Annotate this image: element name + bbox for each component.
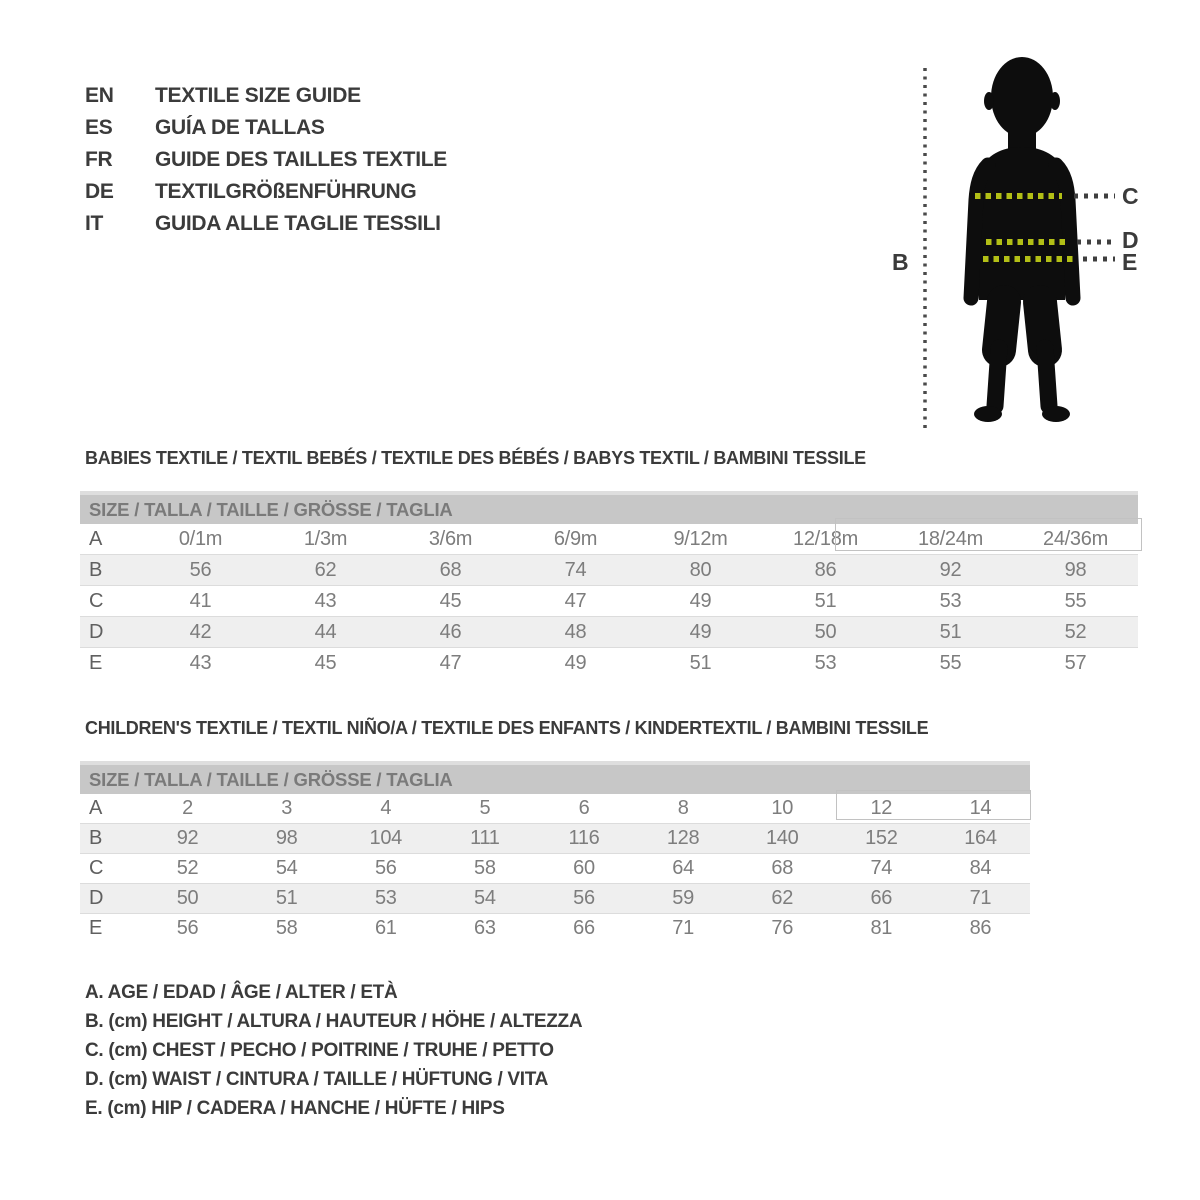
table-cell: 56: [176, 917, 199, 939]
table-cell: 86: [814, 558, 837, 581]
table-cell: 80: [689, 558, 712, 581]
table-cell: 49: [689, 589, 712, 612]
babies-section-title: BABIES TEXTILE / TEXTIL BEBÉS / TEXTILE DES BÉBÉS / BABYS TEXTIL / BAMBINI TESSILE: [85, 448, 866, 468]
row-label: A: [89, 797, 103, 819]
table-cell: 66: [573, 917, 595, 939]
row-label: B: [89, 558, 103, 581]
waist-label: D: [1122, 227, 1139, 253]
lang-title: TEXTILE SIZE GUIDE: [155, 84, 361, 107]
child-silhouette-figure: [878, 48, 1148, 438]
table-cell: 0/1m: [178, 527, 223, 550]
table-cell: 4: [380, 797, 392, 819]
table-cell: 3: [281, 797, 293, 819]
table-cell: 6: [578, 797, 590, 819]
lang-row-de: [85, 176, 447, 208]
table-cell: 42: [189, 620, 212, 643]
table-cell: 50: [176, 887, 199, 909]
table-cell: 41: [189, 589, 212, 612]
lang-code: DE: [85, 180, 114, 203]
table-cell: 51: [689, 651, 712, 674]
lang-title: GUIDE DES TAILLES TEXTILE: [155, 148, 447, 171]
size-header: SIZE / TALLA / TAILLE / GRÖSSE / TAGLIA: [80, 763, 1030, 794]
table-cell: 57: [1064, 651, 1087, 674]
table-cell: 104: [369, 827, 403, 849]
table-cell: 2: [182, 797, 193, 819]
table-row: [80, 914, 1030, 944]
table-cell: 58: [275, 917, 298, 939]
size-header: SIZE / TALLA / TAILLE / GRÖSSE / TAGLIA: [80, 493, 1138, 524]
children-section-title: CHILDREN'S TEXTILE / TEXTIL NIÑO/A / TEXTILE DES ENFANTS / KINDERTEXTIL / BAMBINI TESSILE: [85, 718, 929, 738]
table-cell: 43: [189, 651, 212, 674]
table-cell: 152: [865, 827, 898, 849]
hip-label: E: [1122, 249, 1138, 275]
table-cell: 86: [969, 917, 992, 939]
table-row: [80, 884, 1030, 914]
row-label: E: [89, 651, 103, 674]
language-title-list: [85, 80, 447, 240]
table-cell: 46: [439, 620, 462, 643]
babies-textile-section: [80, 448, 1138, 678]
table-cell: 52: [176, 857, 199, 879]
highlighted-size-box-children: [836, 790, 1031, 820]
lang-code: EN: [85, 84, 114, 107]
row-label: C: [89, 589, 104, 612]
row-label: A: [89, 527, 103, 550]
lang-code: IT: [85, 212, 104, 235]
table-cell: 50: [814, 620, 837, 643]
table-cell: 76: [771, 917, 794, 939]
table-row: [80, 617, 1138, 648]
table-cell: 64: [672, 857, 694, 879]
table-cell: 53: [939, 589, 962, 612]
table-cell: 1/3m: [303, 527, 348, 550]
table-cell: 98: [275, 827, 298, 849]
table-cell: 52: [1064, 620, 1087, 643]
table-cell: 55: [939, 651, 962, 674]
table-cell: 92: [939, 558, 962, 581]
table-cell: 84: [969, 857, 992, 879]
table-cell: 18/24m: [918, 527, 983, 550]
table-cell: 5: [479, 797, 491, 819]
lang-code: FR: [85, 148, 113, 171]
legend-age: A. AGE / EDAD / ÂGE / ALTER / ETÀ: [85, 982, 398, 1003]
table-cell: 58: [474, 857, 496, 879]
table-cell: 66: [870, 887, 893, 909]
measurement-legend: [85, 982, 582, 1127]
table-cell: 111: [470, 827, 500, 849]
table-cell: 12: [870, 797, 893, 819]
table-cell: 71: [672, 917, 694, 939]
table-cell: 24/36m: [1043, 527, 1108, 550]
table-cell: 10: [771, 797, 794, 819]
table-cell: 48: [564, 620, 587, 643]
legend-hip: E. (cm) HIP / CADERA / HANCHE / HÜFTE / HIPS: [85, 1098, 505, 1119]
table-cell: 98: [1064, 558, 1087, 581]
row-label: E: [89, 917, 103, 939]
table-cell: 47: [439, 651, 462, 674]
highlighted-size-box-babies: [835, 518, 1142, 551]
table-cell: 56: [374, 857, 397, 879]
table-cell: 71: [969, 887, 992, 909]
table-cell: 47: [564, 589, 587, 612]
table-cell: 59: [672, 887, 694, 909]
table-cell: 92: [176, 827, 199, 849]
lang-row-fr: [85, 144, 447, 176]
table-row: [80, 555, 1138, 586]
lang-title: GUIDA ALLE TAGLIE TESSILI: [155, 212, 441, 235]
table-row: [80, 824, 1030, 854]
table-cell: 54: [474, 887, 496, 909]
table-cell: 56: [189, 558, 212, 581]
lang-row-en: [85, 80, 447, 112]
row-label: D: [89, 620, 104, 643]
legend-waist: D. (cm) WAIST / CINTURA / TAILLE / HÜFTUNG / VITA: [85, 1069, 549, 1090]
lang-code: ES: [85, 116, 113, 139]
table-cell: 3/6m: [428, 527, 473, 550]
table-cell: 68: [771, 857, 794, 879]
table-cell: 74: [564, 558, 587, 581]
table-cell: 56: [573, 887, 595, 909]
row-label: B: [89, 827, 103, 849]
table-row: [80, 648, 1138, 679]
children-size-table: [80, 761, 1030, 943]
table-cell: 140: [765, 827, 799, 849]
table-cell: 45: [439, 589, 462, 612]
table-cell: 9/12m: [673, 527, 728, 550]
table-cell: 53: [814, 651, 837, 674]
chest-label: C: [1122, 183, 1139, 209]
table-cell: 51: [275, 887, 298, 909]
table-cell: 60: [573, 857, 595, 879]
table-cell: 6/9m: [553, 527, 598, 550]
table-cell: 51: [939, 620, 962, 643]
table-cell: 55: [1064, 589, 1087, 612]
table-cell: 12/18m: [793, 527, 858, 550]
row-label: C: [89, 857, 104, 879]
table-cell: 61: [374, 917, 397, 939]
table-cell: 49: [564, 651, 587, 674]
table-cell: 63: [474, 917, 496, 939]
lang-title: TEXTILGRÖßENFÜHRUNG: [155, 180, 417, 203]
table-cell: 53: [374, 887, 397, 909]
height-label: B: [892, 249, 909, 275]
row-label: D: [89, 887, 104, 909]
table-cell: 128: [666, 827, 700, 849]
table-cell: 54: [275, 857, 298, 879]
lang-title: GUÍA DE TALLAS: [155, 116, 325, 139]
lang-row-it: [85, 208, 447, 240]
table-cell: 62: [314, 558, 337, 581]
table-cell: 45: [314, 651, 337, 674]
table-cell: 81: [870, 917, 893, 939]
table-cell: 62: [771, 887, 794, 909]
table-cell: 164: [964, 827, 997, 849]
table-row: [80, 586, 1138, 617]
table-cell: 51: [814, 589, 837, 612]
table-cell: 43: [314, 589, 337, 612]
lang-row-es: [85, 112, 447, 144]
measurement-figure: [878, 48, 1148, 438]
table-cell: 116: [568, 827, 600, 849]
legend-height: B. (cm) HEIGHT / ALTURA / HAUTEUR / HÖHE / ALTEZZA: [85, 1011, 583, 1032]
table-cell: 8: [677, 797, 689, 819]
legend-chest: C. (cm) CHEST / PECHO / POITRINE / TRUHE / PETTO: [85, 1040, 554, 1061]
table-row: [80, 854, 1030, 884]
table-cell: 49: [689, 620, 712, 643]
table-cell: 68: [439, 558, 462, 581]
table-cell: 44: [314, 620, 337, 643]
children-textile-section: [80, 718, 1030, 943]
table-cell: 74: [870, 857, 893, 879]
table-cell: 14: [969, 797, 992, 819]
